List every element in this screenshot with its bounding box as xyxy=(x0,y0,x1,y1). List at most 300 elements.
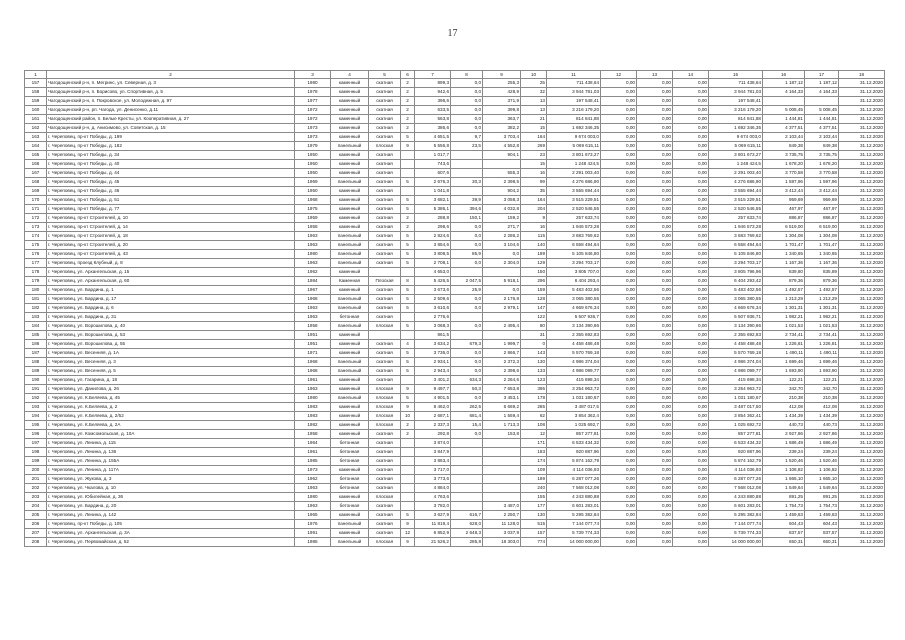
year-built-cell: 1963 xyxy=(295,313,331,322)
max-cost-per-sqm-cell: 1 226,81 xyxy=(805,340,839,349)
cost-col-12-cell: 0,00 xyxy=(601,430,637,439)
cost-per-sqm-cell: 604,43 xyxy=(763,520,805,529)
cost-per-sqm-cell: 4 377,51 xyxy=(763,124,805,133)
cost-col-15-cell: 3 487 017,50 xyxy=(709,403,763,412)
cost-col-15-cell: 5 507 936,71 xyxy=(709,313,763,322)
year-built-cell: 1968 xyxy=(295,358,331,367)
cost-per-sqm-cell: 1 665,10 xyxy=(763,475,805,484)
cost-col-14-cell: 0,00 xyxy=(673,502,709,511)
completion-date-cell: 31.12.2020 xyxy=(839,214,885,223)
table-row xyxy=(25,313,885,322)
total-cost-cell: 415 698,34 xyxy=(547,376,601,385)
cost-per-sqm-cell: 5 008,45 xyxy=(763,106,805,115)
cost-col-12-cell: 0,00 xyxy=(601,313,637,322)
residents-cell: 15 xyxy=(521,124,547,133)
max-cost-per-sqm-cell: 1 549,64 xyxy=(805,484,839,493)
roof-type-cell xyxy=(369,331,401,340)
cost-per-sqm-cell: 879,36 xyxy=(763,277,805,286)
cost-col-14-cell: 0,00 xyxy=(673,232,709,241)
floors-cell: 2 xyxy=(401,88,415,97)
cost-col-12-cell: 0,00 xyxy=(601,475,637,484)
nonresidential-area-cell: 0,0 xyxy=(451,322,483,331)
roof-type-cell: плоская xyxy=(369,538,401,547)
total-cost-cell: 6 533 434,32 xyxy=(547,439,601,448)
cost-per-sqm-cell: 1 187,12 xyxy=(763,79,805,88)
residential-area-cell: 3 703,4 xyxy=(483,133,521,142)
cost-col-13-cell: 0,00 xyxy=(637,385,673,394)
column-number-17: 17 xyxy=(805,71,839,79)
address-cell: г. Череповец, пр-кт Строителей, д. 10 xyxy=(47,214,295,223)
cost-col-12-cell: 0,00 xyxy=(601,403,637,412)
cost-col-15-cell: 3 683 769,62 xyxy=(709,232,763,241)
max-cost-per-sqm-cell: 1 597,96 xyxy=(805,178,839,187)
cost-col-13-cell: 0,00 xyxy=(637,331,673,340)
row-number-cell: 186 xyxy=(25,340,47,349)
completion-date-cell: 31.12.2020 xyxy=(839,376,885,385)
nonresidential-area-cell xyxy=(451,448,483,457)
completion-date-cell: 31.12.2020 xyxy=(839,448,885,457)
max-cost-per-sqm-cell: 1 021,53 xyxy=(805,322,839,331)
wall-material-cell: каменный xyxy=(331,106,369,115)
cost-col-13-cell: 0,00 xyxy=(637,313,673,322)
residents-cell: 147 xyxy=(521,304,547,313)
row-number-cell: 191 xyxy=(25,385,47,394)
roof-type-cell: скатная xyxy=(369,304,401,313)
cost-col-15-cell: 3 854 362,41 xyxy=(709,412,763,421)
wall-material-cell: каменный xyxy=(331,421,369,430)
completion-date-cell: 31.12.2020 xyxy=(839,502,885,511)
floors-cell: 9 xyxy=(401,403,415,412)
cost-col-15-cell: 1 692 346,35 xyxy=(709,124,763,133)
total-cost-cell: 1 025 692,7 xyxy=(547,421,601,430)
wall-material-cell: каменный xyxy=(331,412,369,421)
cost-col-12-cell: 0,00 xyxy=(601,232,637,241)
max-cost-per-sqm-cell: 2 734,41 xyxy=(805,331,839,340)
year-built-cell: 1963 xyxy=(295,385,331,394)
cost-col-14-cell: 0,00 xyxy=(673,187,709,196)
nonresidential-area-cell: 285,8 xyxy=(451,538,483,547)
total-area-cell: 1 041,8 xyxy=(415,187,451,196)
cost-col-13-cell: 0,00 xyxy=(637,502,673,511)
total-cost-cell: 2 520 546,55 xyxy=(547,205,601,214)
cost-col-12-cell: 0,00 xyxy=(601,484,637,493)
wall-material-cell: каменный xyxy=(331,79,369,88)
wall-material-cell: панельный xyxy=(331,367,369,376)
residents-cell: 130 xyxy=(521,511,547,520)
wall-material-cell: каменный xyxy=(331,511,369,520)
cost-col-15-cell: 4 114 036,93 xyxy=(709,466,763,475)
max-cost-per-sqm-cell: 1 982,21 xyxy=(805,313,839,322)
table-row xyxy=(25,322,885,331)
address-cell: г. Череповец, проезд Клубный, д. 8 xyxy=(47,259,295,268)
roof-type-cell: скатная xyxy=(369,439,401,448)
completion-date-cell: 31.12.2020 xyxy=(839,511,885,520)
total-cost-cell: 711 438,64 xyxy=(547,79,601,88)
cost-per-sqm-cell: 2 927,86 xyxy=(763,430,805,439)
max-cost-per-sqm-cell: 2 927,86 xyxy=(805,430,839,439)
table-row xyxy=(25,484,885,493)
total-cost-cell: 3 254 963,72 xyxy=(547,385,601,394)
wall-material-cell: каменный xyxy=(331,376,369,385)
address-cell: Чагодощенский р-н, д. Анисимово, ул. Советская, д. 15 xyxy=(47,124,295,133)
total-cost-cell: 3 515 229,51 xyxy=(547,196,601,205)
row-number-cell: 166 xyxy=(25,160,47,169)
address-cell: г. Череповец, пр-кт Победы, д. 45 xyxy=(47,178,295,187)
roof-type-cell: скатная xyxy=(369,475,401,484)
row-number-cell: 208 xyxy=(25,538,47,547)
wall-material-cell: Каменная xyxy=(331,277,369,286)
max-cost-per-sqm-cell: 412,08 xyxy=(805,403,839,412)
residential-area-cell xyxy=(483,466,521,475)
floors-cell: 2 xyxy=(401,97,415,106)
row-number-cell: 196 xyxy=(25,430,47,439)
floors-cell: 2 xyxy=(401,106,415,115)
max-cost-per-sqm-cell: 3 412,44 xyxy=(805,187,839,196)
year-built-cell: 1950 xyxy=(295,160,331,169)
wall-material-cell: каменный xyxy=(331,331,369,340)
cost-col-14-cell: 0,00 xyxy=(673,115,709,124)
total-cost-cell: 4 276 686,90 xyxy=(547,178,601,187)
year-built-cell: 1982 xyxy=(295,421,331,430)
nonresidential-area-cell: 0,0 xyxy=(451,124,483,133)
year-built-cell: 1963 xyxy=(295,232,331,241)
total-area-cell: 5 386,1 xyxy=(415,205,451,214)
max-cost-per-sqm-cell: 1 490,11 xyxy=(805,349,839,358)
cost-per-sqm-cell: 1 340,65 xyxy=(763,250,805,259)
residents-cell: 159 xyxy=(521,286,547,295)
total-area-cell: 288,8 xyxy=(415,214,451,223)
residents-cell: 164 xyxy=(521,196,547,205)
completion-date-cell: 31.12.2020 xyxy=(839,232,885,241)
cost-col-13-cell: 0,00 xyxy=(637,340,673,349)
cost-col-15-cell: 4 458 488,48 xyxy=(709,340,763,349)
column-number-7: 7 xyxy=(415,71,451,79)
cost-per-sqm-cell: 1 444,81 xyxy=(763,115,805,124)
row-number-cell: 185 xyxy=(25,331,47,340)
wall-material-cell: панельный xyxy=(331,142,369,151)
cost-per-sqm-cell: 467,97 xyxy=(763,205,805,214)
completion-date-cell: 31.12.2020 xyxy=(839,187,885,196)
residents-cell: 16 xyxy=(521,223,547,232)
year-built-cell: 1968 xyxy=(295,196,331,205)
floors-cell xyxy=(401,187,415,196)
row-number-cell: 203 xyxy=(25,493,47,502)
residential-area-cell: 4 552,8 xyxy=(483,142,521,151)
completion-date-cell: 31.12.2020 xyxy=(839,169,885,178)
total-cost-cell: 14 000 000,00 xyxy=(547,538,601,547)
row-number-cell: 181 xyxy=(25,295,47,304)
roof-type-cell: скатная xyxy=(369,115,401,124)
row-number-cell: 175 xyxy=(25,241,47,250)
address-cell: г. Череповец, пр-кт Победы, д. 105 xyxy=(47,520,295,529)
completion-date-cell: 31.12.2020 xyxy=(839,457,885,466)
wall-material-cell: бетонная xyxy=(331,448,369,457)
wall-material-cell: каменный xyxy=(331,493,369,502)
row-number-cell: 159 xyxy=(25,97,47,106)
residents-cell: 150 xyxy=(521,268,547,277)
cost-col-14-cell: 0,00 xyxy=(673,484,709,493)
cost-col-15-cell: 3 134 390,86 xyxy=(709,322,763,331)
cost-col-15-cell: 2 520 546,55 xyxy=(709,205,763,214)
table-row xyxy=(25,340,885,349)
cost-col-14-cell: 0,00 xyxy=(673,439,709,448)
address-cell: г. Череповец, ул. Бардина, д. 6 xyxy=(47,304,295,313)
row-number-cell: 201 xyxy=(25,475,47,484)
cost-per-sqm-cell: 886,87 xyxy=(763,214,805,223)
max-cost-per-sqm-cell: 1 492,57 xyxy=(805,286,839,295)
table-row xyxy=(25,268,885,277)
address-cell: Чагодощенский р-н, п. Покровское, ул. Молодежная, д. 97 xyxy=(47,97,295,106)
address-cell: г. Череповец, пр-кт Победы, д. 77 xyxy=(47,205,295,214)
max-cost-per-sqm-cell: 1 444,81 xyxy=(805,115,839,124)
total-area-cell: 2 776,6 xyxy=(415,313,451,322)
floors-cell: 9 xyxy=(401,385,415,394)
total-area-cell: 3 717,0 xyxy=(415,466,451,475)
cost-per-sqm-cell: 1 490,11 xyxy=(763,349,805,358)
total-area-cell: 11 819,4 xyxy=(415,520,451,529)
cost-per-sqm-cell: 1 021,53 xyxy=(763,322,805,331)
year-built-cell: 1965 xyxy=(295,511,331,520)
cost-col-12-cell: 0,00 xyxy=(601,349,637,358)
table-row xyxy=(25,88,885,97)
year-built-cell: 1973 xyxy=(295,466,331,475)
cost-col-13-cell: 0,00 xyxy=(637,367,673,376)
residential-area-cell xyxy=(483,439,521,448)
year-built-cell: 1962 xyxy=(295,475,331,484)
cost-col-12-cell: 0,00 xyxy=(601,205,637,214)
nonresidential-area-cell: 0,0 xyxy=(451,349,483,358)
completion-date-cell: 31.12.2020 xyxy=(839,250,885,259)
roof-type-cell xyxy=(369,268,401,277)
floors-cell xyxy=(401,457,415,466)
column-number-row xyxy=(25,71,885,79)
column-number-3: 3 xyxy=(295,71,331,79)
cost-per-sqm-cell: 1 106,82 xyxy=(763,466,805,475)
total-area-cell: 2 943,4 xyxy=(415,367,451,376)
cost-col-13-cell: 0,00 xyxy=(637,196,673,205)
cost-col-13-cell: 0,00 xyxy=(637,241,673,250)
cost-col-13-cell: 0,00 xyxy=(637,106,673,115)
floors-cell xyxy=(401,169,415,178)
floors-cell: 5 xyxy=(401,367,415,376)
max-cost-per-sqm-cell: 604,43 xyxy=(805,520,839,529)
roof-type-cell: плоская xyxy=(369,394,401,403)
residential-area-cell: 2 495,4 xyxy=(483,322,521,331)
total-cost-cell: 3 216 179,20 xyxy=(547,106,601,115)
cost-col-12-cell: 0,00 xyxy=(601,376,637,385)
year-built-cell: 1977 xyxy=(295,97,331,106)
max-cost-per-sqm-cell: 1 701,47 xyxy=(805,241,839,250)
completion-date-cell: 31.12.2020 xyxy=(839,259,885,268)
total-cost-cell: 5 874 162,79 xyxy=(547,457,601,466)
nonresidential-area-cell: 0,0 xyxy=(451,241,483,250)
residents-cell: 123 xyxy=(521,376,547,385)
floors-cell: 4 xyxy=(401,340,415,349)
floors-cell xyxy=(401,466,415,475)
completion-date-cell: 31.12.2020 xyxy=(839,196,885,205)
total-cost-cell: 5 483 402,56 xyxy=(547,286,601,295)
total-cost-cell: 3 487 017,5 xyxy=(547,403,601,412)
cost-per-sqm-cell: 3 412,44 xyxy=(763,187,805,196)
cost-per-sqm-cell: 1 678,20 xyxy=(763,160,805,169)
roof-type-cell: скатная xyxy=(369,286,401,295)
cost-col-14-cell: 0,00 xyxy=(673,97,709,106)
roof-type-cell: скатная xyxy=(369,259,401,268)
address-cell: г. Череповец, пр-кт Строителей, д. 20 xyxy=(47,241,295,250)
max-cost-per-sqm-cell: 1 340,65 xyxy=(805,250,839,259)
roof-type-cell: скатная xyxy=(369,223,401,232)
floors-cell: 9 xyxy=(401,142,415,151)
max-cost-per-sqm-cell: 1 187,12 xyxy=(805,79,839,88)
table-row xyxy=(25,223,885,232)
wall-material-cell: каменный xyxy=(331,430,369,439)
cost-col-13-cell: 0,00 xyxy=(637,520,673,529)
residential-area-cell xyxy=(483,484,521,493)
wall-material-cell: бетонная xyxy=(331,439,369,448)
nonresidential-area-cell xyxy=(451,502,483,511)
address-cell: г. Череповец, ул. К.Беляева, д. 2 xyxy=(47,403,295,412)
address-cell: г. Череповец, ул. Бардина, д. 17 xyxy=(47,295,295,304)
residents-cell: 129 xyxy=(521,259,547,268)
max-cost-per-sqm-cell: 1 304,08 xyxy=(805,232,839,241)
address-cell: Чагодощенский район, п. Белые Кресты, ул. Кооперативная, д. 27 xyxy=(47,115,295,124)
cost-col-13-cell: 0,00 xyxy=(637,511,673,520)
total-area-cell: 3 673,6 xyxy=(415,286,451,295)
table-row xyxy=(25,439,885,448)
residential-area-cell: 2 286,2 xyxy=(483,232,521,241)
floors-cell: 2 xyxy=(401,421,415,430)
cost-col-14-cell: 0,00 xyxy=(673,250,709,259)
total-cost-cell: 197 548,41 xyxy=(547,97,601,106)
cost-col-13-cell: 0,00 xyxy=(637,403,673,412)
row-number-cell: 187 xyxy=(25,349,47,358)
total-area-cell: 298,6 xyxy=(415,223,451,232)
residential-area-cell: 18 303,0 xyxy=(483,538,521,547)
roof-type-cell: плоская xyxy=(369,412,401,421)
cost-col-15-cell: 1 031 180,67 xyxy=(709,394,763,403)
cost-col-12-cell: 0,00 xyxy=(601,538,637,547)
nonresidential-area-cell: 150,1 xyxy=(451,214,483,223)
max-cost-per-sqm-cell: 4 377,51 xyxy=(805,124,839,133)
total-area-cell: 633,5 xyxy=(415,106,451,115)
residents-cell: 189 xyxy=(521,475,547,484)
column-number-10: 10 xyxy=(521,71,547,79)
floors-cell: 8 xyxy=(401,277,415,286)
max-cost-per-sqm-cell: 440,73 xyxy=(805,421,839,430)
cost-col-15-cell: 3 515 229,51 xyxy=(709,196,763,205)
residential-area-cell: 271,7 xyxy=(483,223,521,232)
completion-date-cell: 31.12.2020 xyxy=(839,385,885,394)
cost-col-14-cell: 0,00 xyxy=(673,457,709,466)
cost-col-14-cell: 0,00 xyxy=(673,304,709,313)
row-number-cell: 168 xyxy=(25,178,47,187)
residential-area-cell xyxy=(483,160,521,169)
row-number-cell: 193 xyxy=(25,403,47,412)
floors-cell: 9 xyxy=(401,520,415,529)
residents-cell: 16 xyxy=(521,169,547,178)
floors-cell: 2 xyxy=(401,430,415,439)
cost-col-15-cell: 711 438,64 xyxy=(709,79,763,88)
floors-cell: 5 xyxy=(401,196,415,205)
floors-cell: 5 xyxy=(401,322,415,331)
wall-material-cell: каменный xyxy=(331,403,369,412)
year-built-cell: 1958 xyxy=(295,430,331,439)
cost-col-15-cell: 14 000 000,00 xyxy=(709,538,763,547)
row-number-cell: 189 xyxy=(25,367,47,376)
total-area-cell: 3 627,9 xyxy=(415,511,451,520)
total-cost-cell: 4 986 099,77 xyxy=(547,367,601,376)
floors-cell: 5 xyxy=(401,304,415,313)
total-cost-cell: 5 295 382,84 xyxy=(547,511,601,520)
table-row xyxy=(25,529,885,538)
year-built-cell: 1975 xyxy=(295,205,331,214)
address-cell: г. Череповец, ул. Ленина, д. 136 xyxy=(47,448,295,457)
year-built-cell: 1972 xyxy=(295,106,331,115)
cost-col-15-cell: 6 404 293,42 xyxy=(709,277,763,286)
total-cost-cell: 3 944 781,03 xyxy=(547,88,601,97)
total-area-cell: 2 337,3 xyxy=(415,421,451,430)
cost-col-13-cell: 0,00 xyxy=(637,124,673,133)
nonresidential-area-cell: 85,9 xyxy=(451,250,483,259)
address-cell: г. Череповец, ул. Первомайская, д. 52 xyxy=(47,538,295,547)
roof-type-cell: скатная xyxy=(369,520,401,529)
floors-cell: 5 xyxy=(401,133,415,142)
wall-material-cell: каменный xyxy=(331,286,369,295)
nonresidential-area-cell xyxy=(451,187,483,196)
year-built-cell: 1961 xyxy=(295,448,331,457)
address-cell: г. Череповец, пр-кт Победы, д. 182 xyxy=(47,142,295,151)
nonresidential-area-cell: 50,3 xyxy=(451,385,483,394)
wall-material-cell: панельный xyxy=(331,232,369,241)
table-row xyxy=(25,196,885,205)
completion-date-cell: 31.12.2020 xyxy=(839,529,885,538)
row-number-cell: 167 xyxy=(25,169,47,178)
cost-per-sqm-cell: 1 301,31 xyxy=(763,304,805,313)
cost-col-14-cell: 0,00 xyxy=(673,493,709,502)
address-cell: г. Череповец, ул. Данилова, д. 26 xyxy=(47,385,295,394)
total-cost-cell: 2 355 692,83 xyxy=(547,331,601,340)
cost-col-14-cell: 0,00 xyxy=(673,466,709,475)
table-row xyxy=(25,214,885,223)
row-number-cell: 176 xyxy=(25,250,47,259)
cost-col-13-cell: 0,00 xyxy=(637,439,673,448)
floors-cell: 5 xyxy=(401,286,415,295)
residential-area-cell xyxy=(483,313,521,322)
year-built-cell: 1985 xyxy=(295,457,331,466)
address-cell: г. Череповец, пр-кт Победы, д. 34 xyxy=(47,151,295,160)
residential-area-cell: 399,8 xyxy=(483,106,521,115)
cost-col-13-cell: 0,00 xyxy=(637,79,673,88)
table-row xyxy=(25,277,885,286)
year-built-cell: 1983 xyxy=(295,403,331,412)
column-number-12: 12 xyxy=(601,71,637,79)
row-number-cell: 183 xyxy=(25,313,47,322)
column-number-9: 9 xyxy=(483,71,521,79)
residents-cell: 80 xyxy=(521,322,547,331)
address-cell: Чагодощенский р-н, п. Мегринс, ул. Северная, д. 3 xyxy=(47,79,295,88)
max-cost-per-sqm-cell: 1 665,10 xyxy=(805,475,839,484)
residents-cell: 25 xyxy=(521,79,547,88)
cost-col-14-cell: 0,00 xyxy=(673,322,709,331)
table-row xyxy=(25,187,885,196)
roof-type-cell: скатная xyxy=(369,457,401,466)
cost-per-sqm-cell: 1 693,90 xyxy=(763,367,805,376)
total-cost-cell: 3 065 380,55 xyxy=(547,295,601,304)
residential-area-cell: 2 250,7 xyxy=(483,511,521,520)
year-built-cell: 1961 xyxy=(295,376,331,385)
address-cell: г. Череповец, ул. Ленина, д. 155А xyxy=(47,457,295,466)
residential-area-cell: 555,3 xyxy=(483,169,521,178)
